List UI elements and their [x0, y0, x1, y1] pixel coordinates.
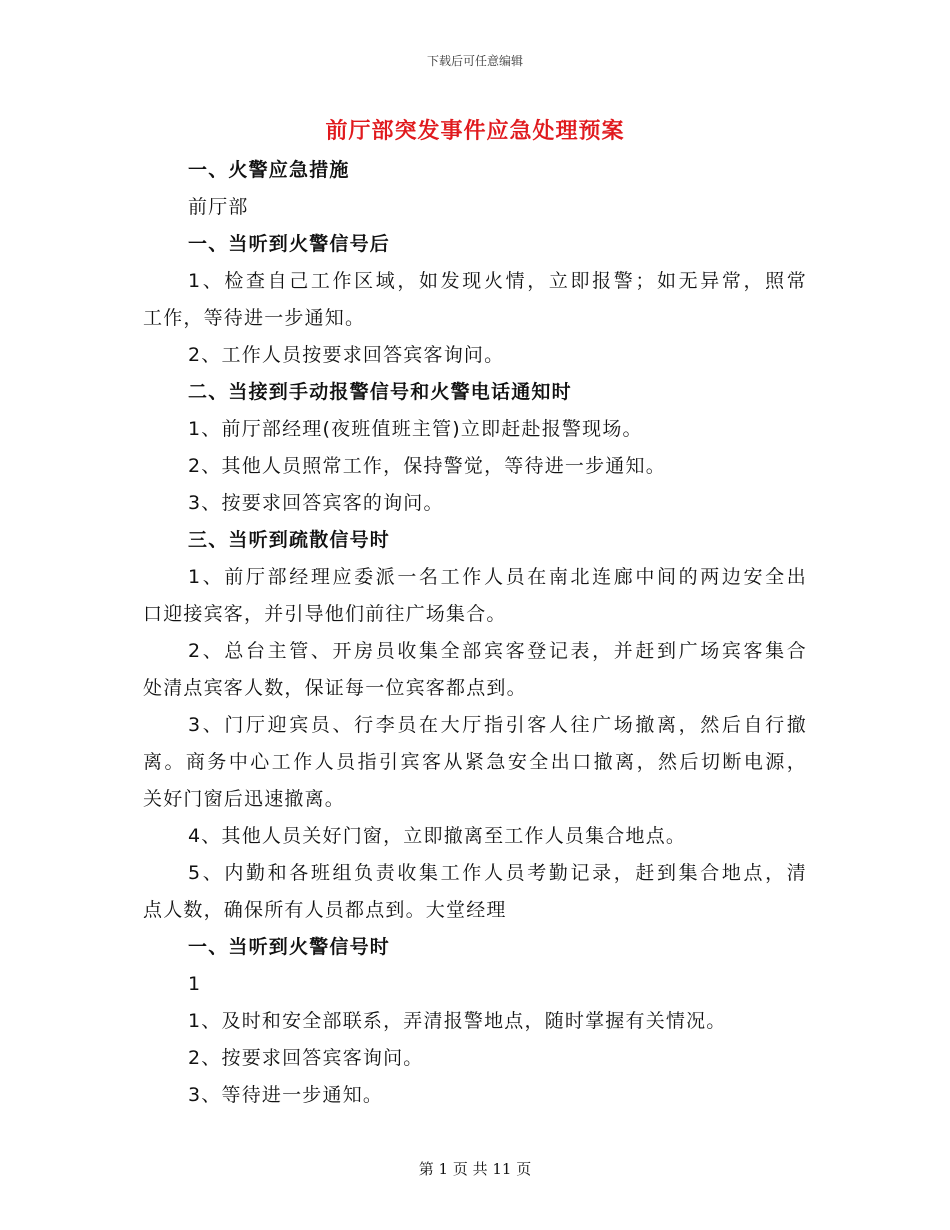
paragraph-line: 离。商务中心工作人员指引宾客从紧急安全出口撤离，然后切断电源， — [143, 751, 807, 773]
paragraph-line: 1、前厅部经理(夜班值班主管)立即赶赴报警现场。 — [188, 418, 643, 440]
paragraph-line: 2、工作人员按要求回答宾客询问。 — [188, 344, 505, 366]
paragraph-line: 处清点宾客人数，保证每一位宾客都点到。 — [143, 677, 527, 699]
section-heading: 三、当听到疏散信号时 — [188, 529, 391, 551]
section-heading: 一、火警应急措施 — [188, 159, 350, 181]
paragraph-line: 1、前厅部经理应委派一名工作人员在南北连廊中间的两边安全出 — [188, 566, 807, 588]
paragraph-line: 1、检查自己工作区域，如发现火情，立即报警；如无异常，照常 — [188, 270, 807, 292]
document-title: 前厅部突发事件应急处理预案 — [325, 119, 625, 144]
paragraph-line: 1、及时和安全部联系，弄清报警地点，随时掌握有关情况。 — [188, 1010, 727, 1032]
document-body — [143, 152, 807, 1114]
paragraph-line: 2、按要求回答宾客询问。 — [188, 1047, 424, 1069]
paragraph-line: 关好门窗后迅速撤离。 — [143, 788, 346, 810]
paragraph-line: 1 — [188, 973, 202, 995]
paragraph-line: 工作，等待进一步通知。 — [143, 307, 366, 329]
header-note: 下载后可任意编辑 — [426, 54, 523, 68]
paragraph-line: 点人数，确保所有人员都点到。大堂经理 — [143, 899, 507, 921]
page-footer: 第 1 页 共 11 页 — [418, 1160, 532, 1178]
section-heading: 一、当听到火警信号后 — [188, 233, 391, 255]
paragraph-line: 口迎接宾客，并引导他们前往广场集合。 — [143, 603, 507, 625]
paragraph-line: 3、门厅迎宾员、行李员在大厅指引客人往广场撤离，然后自行撤 — [188, 714, 807, 736]
paragraph-line: 4、其他人员关好门窗，立即撤离至工作人员集合地点。 — [188, 825, 687, 847]
section-heading: 二、当接到手动报警信号和火警电话通知时 — [188, 381, 572, 403]
paragraph-line: 3、等待进一步通知。 — [188, 1084, 384, 1106]
section-heading: 一、当听到火警信号时 — [188, 936, 391, 958]
paragraph-line: 5、内勤和各班组负责收集工作人员考勤记录，赶到集合地点，清 — [188, 862, 807, 884]
paragraph-line: 前厅部 — [188, 196, 249, 218]
paragraph-line: 2、总台主管、开房员收集全部宾客登记表，并赶到广场宾客集合 — [188, 640, 807, 662]
paragraph-line: 2、其他人员照常工作，保持警觉，等待进一步通知。 — [188, 455, 666, 477]
paragraph-line: 3、按要求回答宾客的询问。 — [188, 492, 444, 514]
